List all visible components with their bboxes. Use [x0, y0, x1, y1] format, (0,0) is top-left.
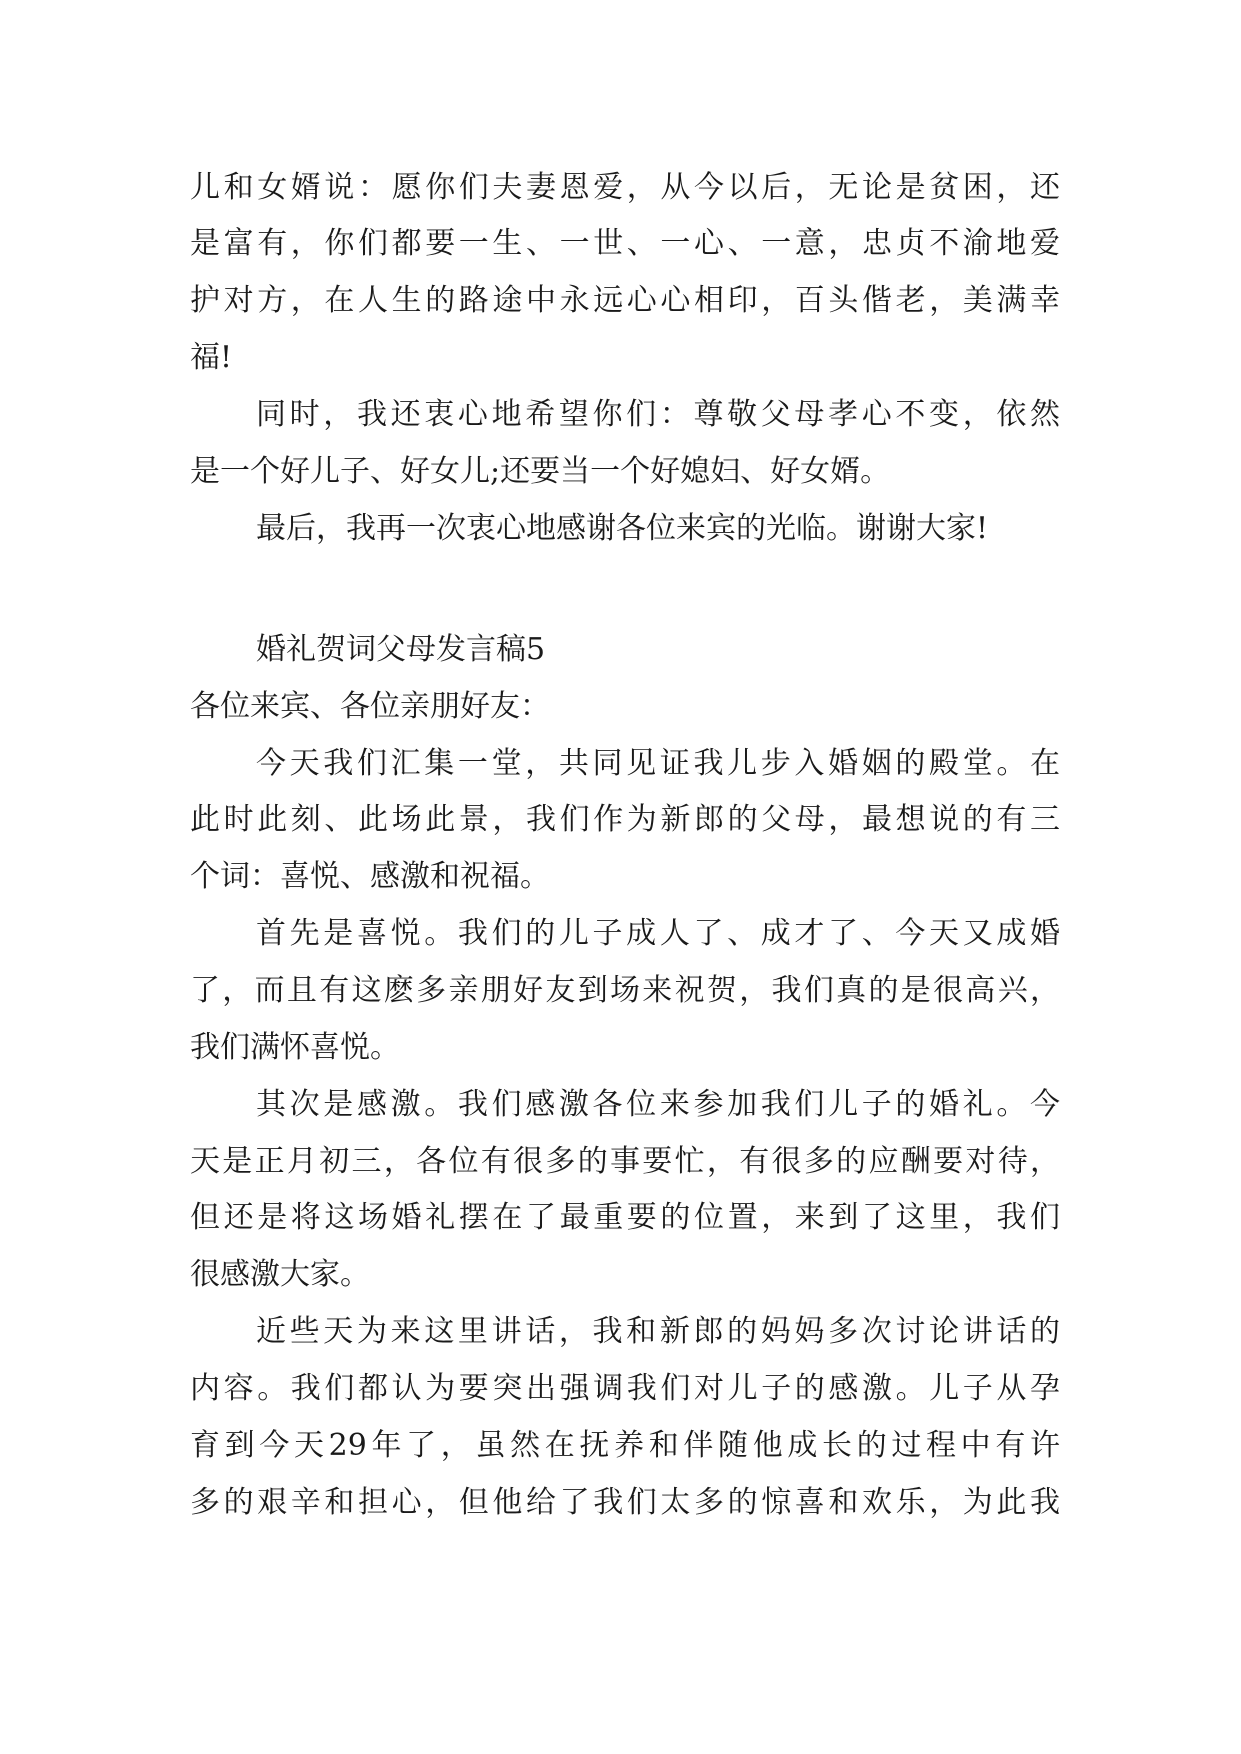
text-line: 护对方，在人生的路途中永远心心相印，百头偕老，美满幸	[190, 283, 1060, 318]
text-line: 同时，我还衷心地希望你们：尊敬父母孝心不变，依然	[256, 397, 1060, 432]
text-line: 今天我们汇集一堂，共同见证我儿步入婚姻的殿堂。在	[256, 746, 1060, 781]
text-line: 福!	[190, 340, 233, 375]
text-line: 各位来宾、各位亲朋好友：	[190, 689, 550, 724]
text-line: 是一个好儿子、好女儿;还要当一个好媳妇、好女婿。	[190, 454, 891, 489]
text-line: 个词：喜悦、感激和祝福。	[190, 859, 550, 894]
text-line: 但还是将这场婚礼摆在了最重要的位置，来到了这里，我们	[190, 1200, 1060, 1235]
text-line: 我们满怀喜悦。	[190, 1030, 400, 1065]
section-title: 婚礼贺词父母发言稿5	[256, 632, 546, 667]
text-line: 多的艰辛和担心，但他给了我们太多的惊喜和欢乐，为此我	[190, 1485, 1060, 1520]
text-line: 其次是感激。我们感激各位来参加我们儿子的婚礼。今	[256, 1087, 1060, 1122]
text-line: 很感激大家。	[190, 1257, 370, 1292]
text-line: 此时此刻、此场此景，我们作为新郎的父母，最想说的有三	[190, 802, 1060, 837]
text-line: 育到今天29年了，虽然在抚养和伴随他成长的过程中有许	[190, 1428, 1060, 1463]
text-line: 儿和女婿说：愿你们夫妻恩爱，从今以后，无论是贫困，还	[190, 170, 1060, 205]
text-line: 天是正月初三，各位有很多的事要忙，有很多的应酬要对待，	[190, 1144, 1060, 1179]
text-line: 是富有，你们都要一生、一世、一心、一意，忠贞不渝地爱	[190, 226, 1060, 261]
text-line: 了，而且有这麽多亲朋好友到场来祝贺，我们真的是很高兴，	[190, 973, 1060, 1008]
text-line: 内容。我们都认为要突出强调我们对儿子的感激。儿子从孕	[190, 1371, 1060, 1406]
text-line: 近些天为来这里讲话，我和新郎的妈妈多次讨论讲话的	[256, 1314, 1060, 1349]
text-line: 最后，我再一次衷心地感谢各位来宾的光临。谢谢大家!	[256, 511, 989, 546]
text-line: 首先是喜悦。我们的儿子成人了、成才了、今天又成婚	[256, 916, 1060, 951]
